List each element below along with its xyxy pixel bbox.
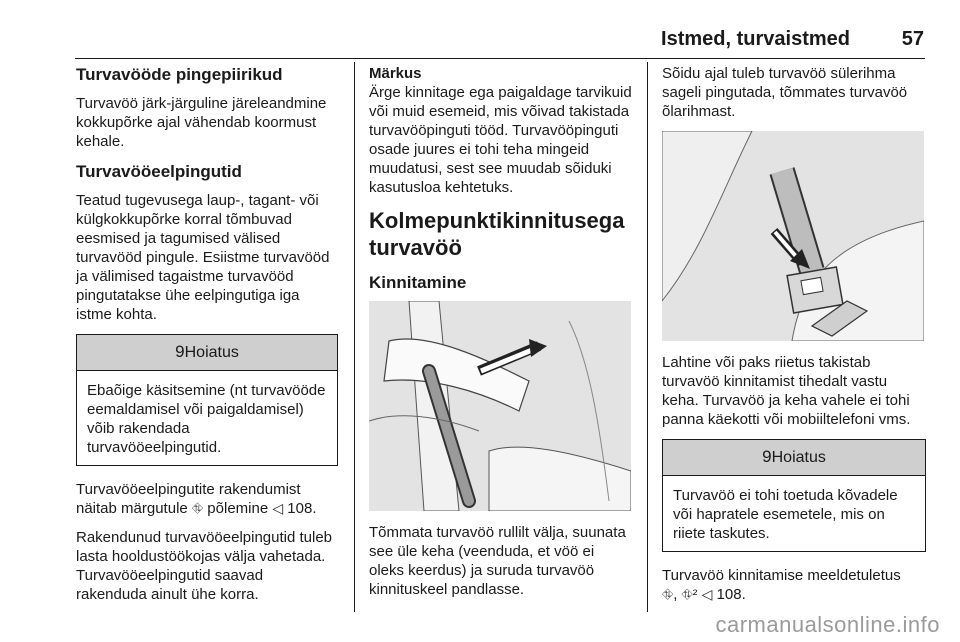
heading-belt-force-limiters: Turvavööde pingepiirikud (76, 65, 283, 84)
warning-title: Hoiatus (771, 449, 826, 466)
warning-box-2 (662, 439, 926, 552)
page-reference: 108. (287, 500, 317, 517)
paragraph-fasten-instructions: Tõmmata turvavöö rullilt välja, suunata see üle keha (veenduda, et vöö ei oleks keerdus) ja suruda turvavöö kinnituskeel pandlasse. (369, 524, 626, 598)
warning-text: Ebaõige käsitsemine (nt turvavööde eemaldamisel või paigaldamisel) võib rakendada turvavööeelpingutid. (87, 382, 326, 456)
column-divider-2 (647, 62, 648, 612)
page-reference-icon: ◁ (701, 586, 713, 602)
page-reference-icon: ◁ (272, 500, 284, 516)
warning-header (663, 440, 925, 476)
column-2 (369, 64, 633, 609)
buckle-drawing (662, 131, 924, 341)
paragraph-tighten: Sõidu ajal tuleb turvavöö sülerihma sageli pingutada, tõmmates turvavöö õlarihmast. (662, 65, 908, 120)
warning-header (77, 335, 337, 371)
note-title: Märkus (369, 65, 422, 82)
paragraph-indicator (76, 480, 338, 518)
buckle-illustration (662, 131, 924, 341)
column-3 (662, 64, 926, 614)
rear-seatbelt-reminder-icon: ⛗² (681, 586, 698, 602)
page-number: 57 (901, 28, 924, 50)
indicator-tail: põlemine (207, 500, 269, 517)
warning-icon: 9 (762, 447, 772, 466)
column-1 (76, 64, 338, 614)
paragraph-replacement: Rakendunud turvavööeelpingutid tuleb lasta hooldustöökojas välja vahetada. Turvavööeelpingutid saavad rakenduda ainult ühe korra. (76, 529, 333, 603)
warning-title: Hoiatus (184, 344, 239, 361)
reminder-text: Turvavöö kinnitamise meeldetuletus (662, 567, 901, 584)
indicator-text: Turvavööeelpingutite rakendumist näitab märgutule (76, 481, 301, 517)
warning-text: Turvavöö ei tohi toetuda kõvadele või hapratele esemetele, mis on riiete taskutes. (673, 487, 898, 542)
warning-box-1 (76, 334, 338, 466)
seatbelt-warning-icon: ⛗ (191, 500, 204, 516)
seatbelt-pull-illustration (369, 301, 631, 511)
paragraph-clothing: Lahtine või paks riietus takistab turvavöö kinnitamist tihedalt vastu keha. Turvavöö ja keha vahele ei tohi panna käekotti või mobiiltelefoni vms. (662, 354, 911, 428)
header-rule (75, 58, 925, 59)
paragraph-pretensioners: Teatud tugevusega laup-, tagant- või külgkokkupõrke korral tõmbuvad eesmised ja tagumised välised turvavööd pingule. Esiistme turvavööd ja välimised tagaistme turvavööd pingutatakse ühe eelpingutiga iga istme kohta. (76, 192, 330, 323)
heading-three-point-belt: Kolmepunktikinnitusega turvavöö (369, 208, 625, 260)
heading-pretensioners: Turvavööeelpingutid (76, 162, 242, 181)
paragraph-force-limiter: Turvavöö järk-järguline järeleandmine kokkupõrke ajal vähendab koormust kehale. (76, 95, 327, 150)
page-reference: 108. (716, 586, 746, 603)
seatbelt-reminder-icon: ⛗ (662, 586, 674, 602)
header-title: Istmed, turvaistmed (661, 28, 850, 50)
watermark: carmanualsonline.info (715, 612, 940, 637)
paragraph-reminder: Turvavöö kinnitamise meeldetuletus ⛗, ⛗² ◁ 108. (662, 567, 901, 603)
seatbelt-pull-drawing (369, 301, 631, 511)
warning-icon: 9 (175, 342, 185, 361)
heading-fastening: Kinnitamine (369, 273, 467, 292)
note-text: Ärge kinnitage ega paigaldage tarvikuid või muid esemeid, mis võivad takistada turvavööpinguti tööd. Turvavööpinguti osade juures ei tohi teha mingeid muudatusi, sest see muudab sõiduki kasutusloa kehtetuks. (369, 84, 632, 196)
column-divider-1 (354, 62, 355, 612)
